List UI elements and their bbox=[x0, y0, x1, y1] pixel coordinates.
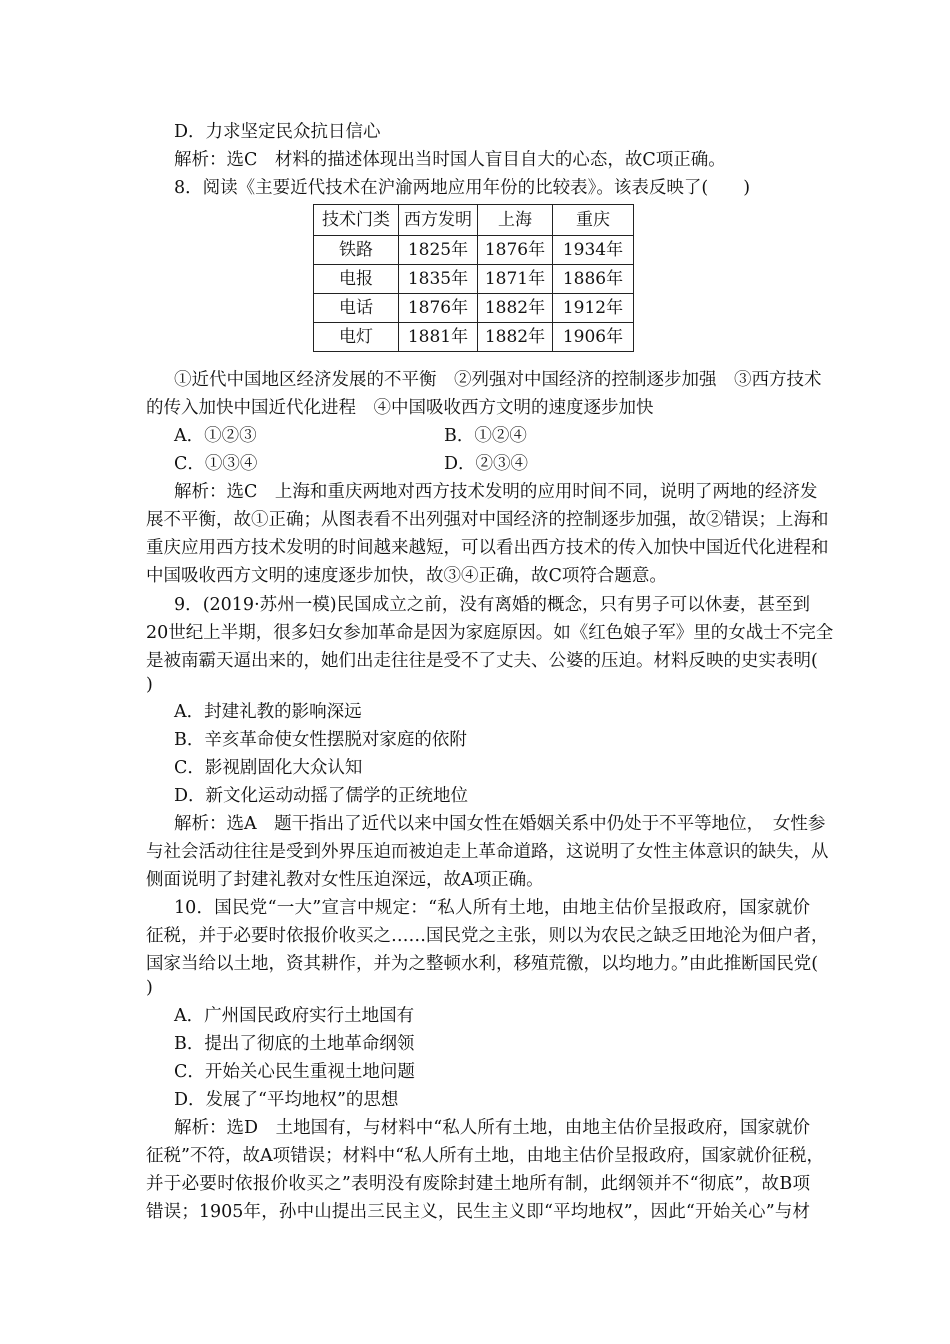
q10-analysis-line: 解析：选D 土地国有，与材料中“私人所有土地，由地主估价呈报政府，国家就价 bbox=[174, 1118, 810, 1138]
table-header-cell: 上海 bbox=[478, 205, 553, 236]
q9-analysis-line: 侧面说明了封建礼教对女性压迫深远，故A项正确。 bbox=[146, 870, 544, 890]
table-cell: 1835年 bbox=[399, 265, 478, 294]
table-cell: 1912年 bbox=[553, 294, 634, 323]
q8-option-b: B．①②④ bbox=[444, 426, 527, 446]
q9-stem-line: 20世纪上半期，很多妇女参加革命是因为家庭原因。如《红色娘子军》里的女战士不完全 bbox=[146, 623, 834, 643]
table-cell: 1876年 bbox=[478, 236, 553, 265]
q9-stem-line: ) bbox=[146, 675, 153, 695]
q9-option-d: D．新文化运动动摇了儒学的正统地位 bbox=[174, 786, 469, 806]
q10-stem-line: 征税，并于必要时依报价收买之……国民党之主张，则以为农民之缺乏田地沦为佃户者， bbox=[146, 926, 829, 946]
q9-stem-line: 是被南霸天逼出来的，她们出走往往是受不了丈夫、公婆的压迫。材料反映的史实表明( bbox=[146, 651, 818, 671]
table-cell: 1871年 bbox=[478, 265, 553, 294]
table-cell: 1881年 bbox=[399, 323, 478, 352]
table-cell: 1825年 bbox=[399, 236, 478, 265]
q8-analysis-line: 中国吸收西方文明的速度逐步加快，故③④正确，故C项符合题意。 bbox=[146, 566, 667, 586]
q10-stem-line: 10．国民党“一大”宣言中规定：“私人所有土地，由地主估价呈报政府，国家就价 bbox=[174, 898, 810, 918]
table-cell: 1876年 bbox=[399, 294, 478, 323]
q8-analysis-line: 重庆应用西方技术发明的时间越来越短，可以看出西方技术的传入加快中国近代化进程和 bbox=[146, 538, 829, 558]
q7-analysis: 解析：选C 材料的描述体现出当时国人盲目自大的心态，故C项正确。 bbox=[174, 150, 726, 170]
q7-option-d: D．力求坚定民众抗日信心 bbox=[174, 122, 381, 142]
q10-stem-line: 国家当给以土地，资其耕作，并为之整顿水利，移殖荒徼，以均地力。”由此推断国民党( bbox=[146, 954, 819, 974]
table-cell: 铁路 bbox=[314, 236, 399, 265]
table-cell: 电话 bbox=[314, 294, 399, 323]
table-cell: 1882年 bbox=[478, 294, 553, 323]
q9-option-b: B．辛亥革命使女性摆脱对家庭的依附 bbox=[174, 730, 467, 750]
q9-analysis-line: 解析：选A 题干指出了近代以来中国女性在婚姻关系中仍处于不平等地位， 女性参 bbox=[174, 814, 826, 834]
q9-analysis-line: 与社会活动往往是受到外界压迫而被迫走上革命道路，这说明了女性主体意识的缺失，从 bbox=[146, 842, 829, 862]
table-cell: 电灯 bbox=[314, 323, 399, 352]
q9-stem-line: 9．(2019·苏州一模)民国成立之前，没有离婚的概念，只有男子可以休妻，甚至到 bbox=[174, 595, 810, 615]
q10-option-a: A．广州国民政府实行土地国有 bbox=[174, 1006, 415, 1026]
q8-table-header-row bbox=[314, 205, 634, 236]
q10-option-d: D．发展了“平均地权”的思想 bbox=[174, 1090, 399, 1110]
table-cell: 1906年 bbox=[553, 323, 634, 352]
q10-analysis-line: 征税”不符，故A项错误；材料中“私人所有土地，由地主估价呈报政府，国家就价征税， bbox=[146, 1146, 825, 1166]
q8-statements-line-1: ①近代中国地区经济发展的不平衡 ②列强对中国经济的控制逐步加强 ③西方技术 bbox=[174, 370, 822, 390]
q9-option-a: A．封建礼教的影响深远 bbox=[174, 702, 362, 722]
table-cell: 1934年 bbox=[553, 236, 634, 265]
q9-option-c: C．影视剧固化大众认知 bbox=[174, 758, 363, 778]
q8-table bbox=[313, 204, 634, 352]
table-cell: 电报 bbox=[314, 265, 399, 294]
q10-analysis-line: 错误；1905年，孙中山提出三民主义，民生主义即“平均地权”，因此“开始关心”与材 bbox=[146, 1202, 810, 1222]
q8-analysis-line: 展不平衡，故①正确；从图表看不出列强对中国经济的控制逐步加强，故②错误；上海和 bbox=[146, 510, 829, 530]
q8-option-c: C．①③④ bbox=[174, 454, 258, 474]
q10-option-b: B．提出了彻底的土地革命纲领 bbox=[174, 1034, 415, 1054]
q10-analysis-line: 并于必要时依报价收买之”表明没有废除封建土地所有制，此纲领并不“彻底”，故B项 bbox=[146, 1174, 810, 1194]
table-row bbox=[314, 323, 634, 352]
table-row bbox=[314, 236, 634, 265]
q8-option-a: A．①②③ bbox=[174, 426, 257, 446]
table-cell: 1882年 bbox=[478, 323, 553, 352]
q10-option-c: C．开始关心民生重视土地问题 bbox=[174, 1062, 415, 1082]
q8-stem: 8．阅读《主要近代技术在沪渝两地应用年份的比较表》。该表反映了( ) bbox=[174, 178, 751, 198]
table-row bbox=[314, 265, 634, 294]
table-header-cell: 技术门类 bbox=[314, 205, 399, 236]
q8-option-d: D．②③④ bbox=[444, 454, 529, 474]
q10-stem-line: ) bbox=[146, 978, 153, 998]
q8-analysis-line: 解析：选C 上海和重庆两地对西方技术发明的应用时间不同，说明了两地的经济发 bbox=[174, 482, 818, 502]
table-cell: 1886年 bbox=[553, 265, 634, 294]
table-row bbox=[314, 294, 634, 323]
q8-statements-line-2: 的传入加快中国近代化进程 ④中国吸收西方文明的速度逐步加快 bbox=[146, 398, 654, 418]
table-header-cell: 西方发明 bbox=[399, 205, 478, 236]
table-header-cell: 重庆 bbox=[553, 205, 634, 236]
